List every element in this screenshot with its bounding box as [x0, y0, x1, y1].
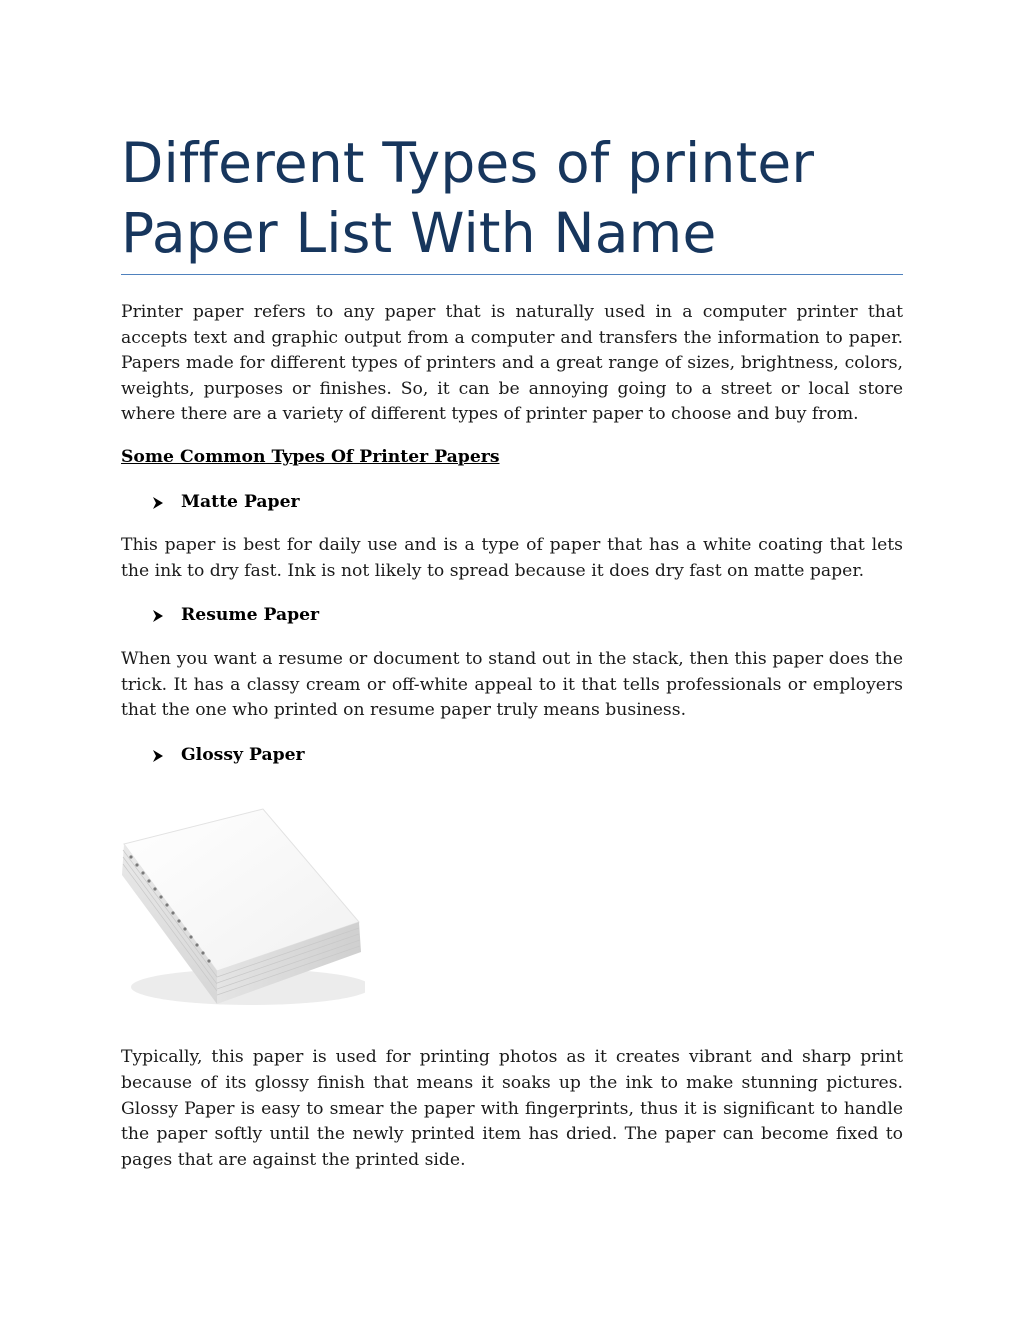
list-item-label: Glossy Paper [181, 744, 305, 765]
title-line-2: Paper List With Name [121, 201, 717, 265]
title-divider [121, 274, 903, 275]
item-description: This paper is best for daily use and is a type of paper that has a white coating that lets the ink to dry fast. Ink is not likely to spread because it does dry fast on matte paper. [121, 535, 903, 581]
list-item-label: Resume Paper [181, 605, 320, 626]
item-description: Typically, this paper is used for printing photos as it creates vibrant and sharp print because of its glossy finish that means it soaks up the ink to make stunning pictures. Glossy Paper is easy to smear the paper with fingerprints, thus it is significant to handle the paper softly until the newly printed item has dried. The paper can become fixed to pages that are against the printed side. [121, 1047, 903, 1170]
list-item-glossy-paper [151, 743, 903, 769]
paper-stack-image [121, 787, 365, 1027]
section-heading: Some Common Types Of Printer Papers [121, 446, 500, 467]
document-title [121, 128, 903, 268]
arrow-bullet-icon [151, 490, 181, 516]
document-page [121, 0, 903, 1173]
list-item-resume-paper [151, 603, 903, 629]
list-item-label: Matte Paper [181, 491, 300, 512]
arrow-bullet-icon [151, 603, 181, 629]
list-item-matte-paper [151, 490, 903, 516]
arrow-bullet-icon [151, 743, 181, 769]
intro-paragraph: Printer paper refers to any paper that is naturally used in a computer printer that accepts text and graphic output from a computer and transfers the information to paper. Papers made for different types of printers and a great range of sizes, brightness, colors, weights, purposes or finishes. So, it can be annoying going to a street or local store where there are a variety of different types of printer paper to choose and buy from. [121, 302, 903, 425]
item-description: When you want a resume or document to stand out in the stack, then this paper does the trick. It has a classy cream or off-white appeal to it that tells professionals or employers that the one who printed on resume paper truly means business. [121, 648, 903, 721]
title-line-1: Different Types of printer [121, 131, 815, 195]
